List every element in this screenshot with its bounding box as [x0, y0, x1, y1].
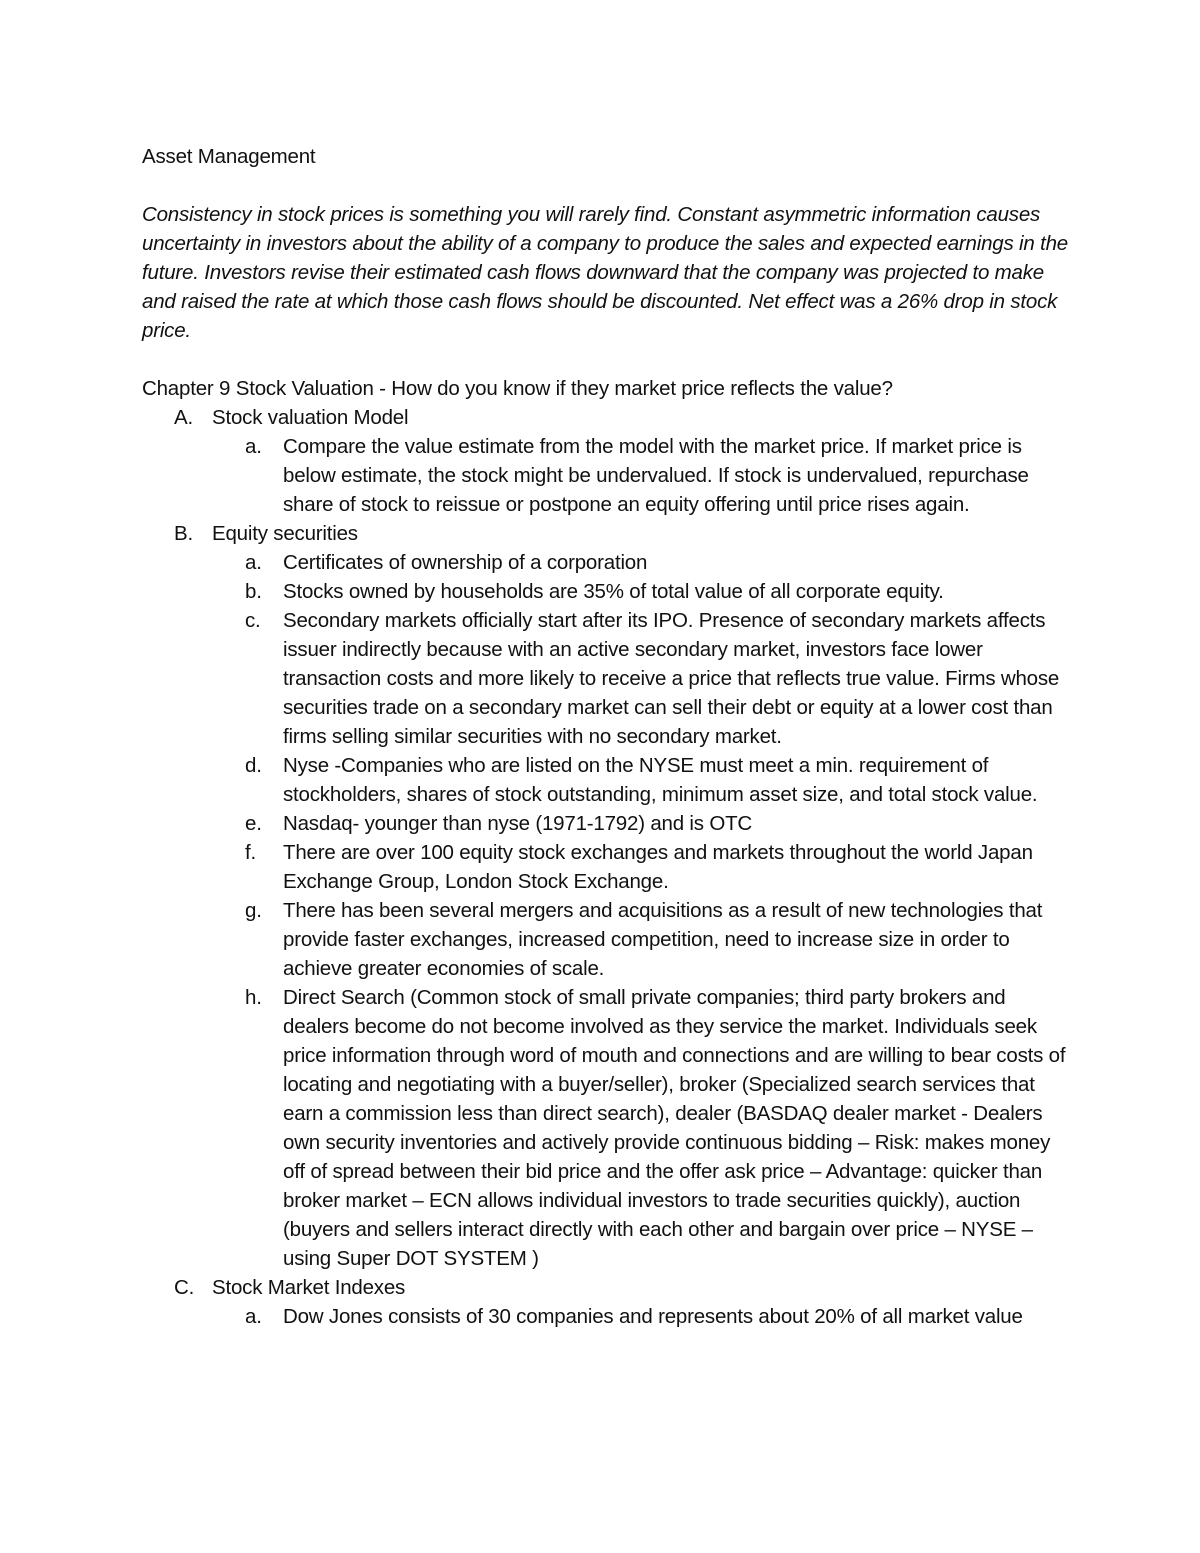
item-letter: a.	[245, 435, 262, 458]
item-text: Compare the value estimate from the model with the market price. If market price is below estimate, the stock might be undervalued. If stock is undervalued, repurchase share of stock to reissue or postpone an equity offering until price rises again.	[283, 435, 1029, 516]
list-item	[142, 809, 1072, 838]
item-text: Certificates of ownership of a corporation	[283, 551, 648, 574]
list-item	[142, 983, 1072, 1273]
list-item	[142, 548, 1072, 577]
item-text: Secondary markets officially start after its IPO. Presence of secondary markets affects issuer indirectly because with an active secondary market, investors face lower transaction costs and more likely to receive a price that reflects true value. Firms whose securities trade on a secondary market can sell their debt or equity at a lower cost than firms selling similar securities with no secondary market.	[283, 609, 1060, 748]
item-text: Nasdaq- younger than nyse (1971-1792) and is OTC	[283, 812, 753, 835]
document-body	[142, 142, 1072, 1331]
item-text: Dow Jones consists of 30 companies and represents about 20% of all market value	[283, 1305, 1023, 1328]
item-letter: a.	[245, 551, 262, 574]
item-text: There has been several mergers and acquisitions as a result of new technologies that provide faster exchanges, increased competition, need to increase size in order to achieve greater economies of scale.	[283, 899, 1043, 980]
list-item	[142, 896, 1072, 983]
section-b	[142, 519, 1072, 548]
section-letter: B.	[174, 522, 193, 545]
section-letter: A.	[174, 406, 193, 429]
item-text: Nyse -Companies who are listed on the NYSE must meet a min. requirement of stockholders, shares of stock outstanding, minimum asset size, and total stock value.	[283, 754, 1038, 806]
intro-paragraph: Consistency in stock prices is something you will rarely find. Constant asymmetric information causes uncertainty in investors about the ability of a company to produce the sales and expected earnings in the future. Investors revise their estimated cash flows downward that the company was projected to make and raised the rate at which those cash flows should be discounted. Net effect was a 26% drop in stock price.	[142, 203, 1069, 342]
list-item	[142, 1302, 1072, 1331]
section-c	[142, 1273, 1072, 1302]
item-letter: e.	[245, 812, 262, 835]
item-letter: d.	[245, 754, 262, 777]
list-item	[142, 432, 1072, 519]
section-letter: C.	[174, 1276, 195, 1299]
list-item	[142, 838, 1072, 896]
list-item	[142, 606, 1072, 751]
section-title: Stock Market Indexes	[212, 1276, 406, 1299]
list-item	[142, 577, 1072, 606]
chapter-heading: Chapter 9 Stock Valuation - How do you know if they market price reflects the value?	[142, 377, 893, 400]
item-text: Stocks owned by households are 35% of total value of all corporate equity.	[283, 580, 944, 603]
item-letter: c.	[245, 609, 261, 632]
item-letter: g.	[245, 899, 262, 922]
item-letter: f.	[245, 841, 256, 864]
section-title: Equity securities	[212, 522, 358, 545]
item-letter: a.	[245, 1305, 262, 1328]
list-item	[142, 751, 1072, 809]
item-text: Direct Search (Common stock of small private companies; third party brokers and dealers become do not become involved as they service the market. Individuals seek price information through word of mouth and connections and are willing to bear costs of locating and negotiating with a buyer/seller), broker (Specialized search services that earn a commission less than direct search), dealer (BASDAQ dealer market - Dealers own security inventories and actively provide continuous bidding – Risk: makes money off of spread between their bid price and the offer ask price – Advantage: quicker than broker market – ECN allows individual investors to trade securities quickly), auction (buyers and sellers interact directly with each other and bargain over price – NYSE – using Super DOT SYSTEM )	[283, 986, 1066, 1270]
document-title: Asset Management	[142, 145, 316, 168]
item-text: There are over 100 equity stock exchanges and markets throughout the world Japan Exchange Group, London Stock Exchange.	[283, 841, 1033, 893]
item-letter: b.	[245, 580, 262, 603]
item-letter: h.	[245, 986, 262, 1009]
section-title: Stock valuation Model	[212, 406, 409, 429]
section-a	[142, 403, 1072, 432]
